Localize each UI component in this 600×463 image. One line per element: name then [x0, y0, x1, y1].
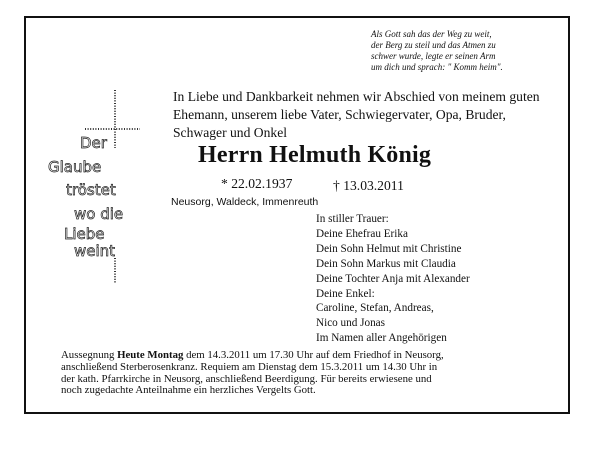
cross-emblem: [40, 88, 140, 288]
funeral-details: [61, 350, 541, 397]
mourner-line: Deine Enkel:: [316, 287, 375, 300]
intro-text: In Liebe und Dankbarkeit nehmen wir Abschied von meinem guten Ehemann, unserem liebe Vater, Schwiegervater, Opa, Bruder, Schwager und Onkel: [173, 89, 540, 140]
quote-line: der Berg zu steil und das Atmen zu: [371, 40, 496, 50]
funeral-day-today: Heute: [117, 349, 145, 361]
funeral-line: anschließend Sterberosenkranz. Requiem am Dienstag dem 15.3.2011 um 14.30 Uhr in: [61, 360, 438, 373]
cross-word: Liebe: [64, 225, 105, 243]
death-date: † 13.03.2011: [333, 178, 404, 193]
birth-date: * 22.02.1937: [221, 176, 293, 191]
funeral-line: der kath. Pfarrkirche in Neusorg, anschließend Beerdigung. Für bereits erwiesene und: [61, 372, 432, 385]
farewell-quote: [371, 29, 571, 73]
quote-line: um dich und sprach: " Komm heim".: [371, 62, 503, 72]
mourner-line: In stiller Trauer:: [316, 213, 389, 225]
funeral-day-weekday: Montag: [147, 349, 184, 361]
mourner-line: Deine Tochter Anja mit Alexander: [316, 272, 470, 285]
cross-word: Glaube: [48, 158, 102, 176]
deceased-name: Herrn Helmuth König: [198, 142, 432, 168]
quote-line: Als Gott sah das der Weg zu weit,: [371, 29, 492, 39]
mourner-line: Deine Ehefrau Erika: [316, 227, 408, 240]
cross-word: weint: [74, 242, 116, 260]
cross-word: Der: [80, 134, 107, 152]
mourner-line: Dein Sohn Helmut mit Christine: [316, 242, 462, 255]
mourners-list: [316, 212, 470, 346]
funeral-line-1-rest: dem 14.3.2011 um 17.30 Uhr auf dem Friedhof in Neusorg,: [186, 349, 444, 361]
funeral-line: noch zugedachte Anteilnahme ein herzliches Vergelts Gott.: [61, 384, 316, 397]
mourner-line: Caroline, Stefan, Andreas,: [316, 302, 434, 315]
cross-word: tröstet: [66, 181, 116, 199]
mourner-line: Im Namen aller Angehörigen: [316, 332, 447, 345]
mourner-line: Dein Sohn Markus mit Claudia: [316, 257, 456, 270]
mourner-line: Nico und Jonas: [316, 317, 385, 330]
funeral-lead: Aussegnung: [61, 349, 115, 361]
places: Neusorg, Waldeck, Immenreuth: [171, 196, 319, 208]
quote-line: schwer wurde, legte er seinen Arm: [371, 51, 496, 61]
cross-word: wo die: [74, 205, 124, 223]
